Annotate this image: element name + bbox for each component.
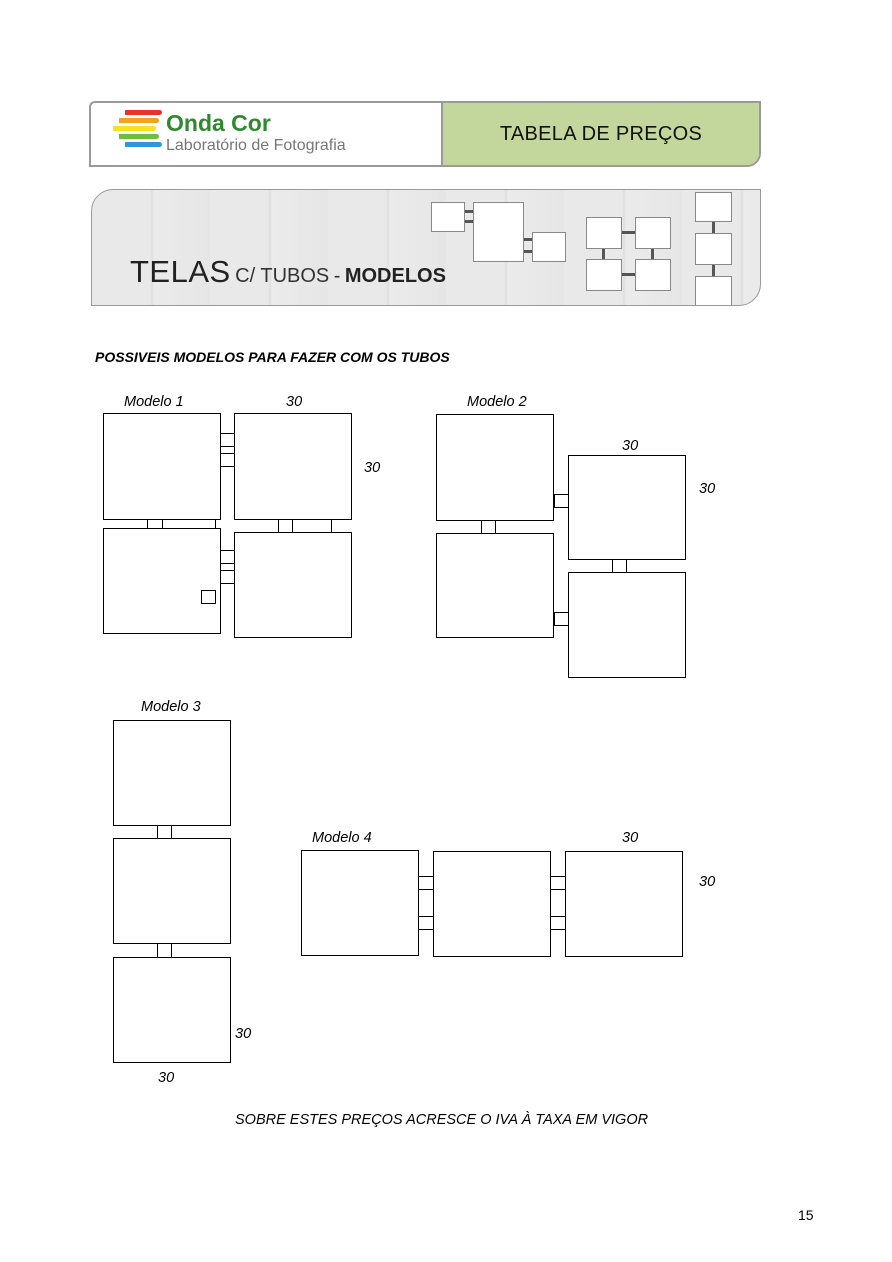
banner-box (695, 276, 732, 306)
logo-stripe-red (125, 110, 162, 115)
banner-box (431, 202, 465, 232)
logo-stripe-blue (125, 142, 162, 147)
banner-box (532, 232, 566, 262)
model-4-dim-top: 30 (622, 830, 639, 846)
header-title-box (441, 103, 759, 165)
banner-title-mid: C/ TUBOS (235, 265, 330, 287)
canvas-panel (103, 528, 221, 634)
model-3-label: Modelo 3 (141, 699, 201, 715)
model-2-dim-top: 30 (622, 438, 639, 454)
page-number: 15 (798, 1207, 814, 1223)
tube-edge-line (331, 519, 332, 533)
model-4-label: Modelo 4 (312, 830, 372, 846)
canvas-panel (113, 720, 231, 826)
tube-connector (157, 943, 172, 958)
model-2-label: Modelo 2 (467, 394, 527, 410)
logo-stripe-orange (119, 118, 159, 123)
model-1-label: Modelo 1 (124, 394, 184, 410)
banner-box (586, 259, 622, 291)
canvas-panel (234, 413, 352, 520)
tube-connector (550, 916, 566, 930)
banner-box (695, 192, 732, 222)
canvas-panel (568, 455, 686, 560)
tube-connector (481, 520, 496, 534)
logo-stripe-green (119, 134, 159, 139)
canvas-panel (568, 572, 686, 678)
tube-connector (220, 570, 235, 584)
canvas-panel (436, 533, 554, 638)
tube-connector (278, 519, 293, 533)
model-1-dim-side: 30 (364, 460, 381, 476)
banner-connector (602, 249, 605, 259)
banner-connector (524, 238, 532, 241)
canvas-panel (301, 850, 419, 956)
tube-connector (554, 612, 569, 626)
tube-connector (220, 453, 235, 467)
banner-title-main: TELAS (130, 254, 231, 289)
banner-connector (651, 249, 654, 259)
logo-name: Onda Cor (166, 110, 271, 136)
canvas-panel (103, 413, 221, 520)
tube-edge-line (215, 519, 216, 529)
banner-box (473, 202, 524, 262)
tube-connector (550, 876, 566, 890)
tube-connector (612, 559, 627, 573)
banner-connector (465, 220, 473, 223)
banner-box (695, 233, 732, 265)
banner-title-end: MODELOS (344, 265, 446, 287)
header-title: TABELA DE PREÇOS (499, 122, 703, 145)
banner-title-sep: - (333, 265, 341, 287)
logo-subtitle: Laboratório de Fotografia (166, 137, 346, 154)
banner-box (586, 217, 622, 249)
banner-box (635, 259, 671, 291)
banner-connector (712, 222, 715, 233)
tube-connector (418, 876, 434, 890)
section-banner (91, 189, 761, 306)
banner-connector (712, 265, 715, 276)
canvas-panel (113, 838, 231, 944)
canvas-panel (433, 851, 551, 957)
banner-connector (524, 250, 532, 253)
logo-stripe-yellow (113, 126, 156, 131)
page-header (89, 101, 761, 167)
canvas-panel (113, 957, 231, 1063)
tube-connector (554, 494, 569, 508)
model-2-dim-side: 30 (699, 481, 716, 497)
tube-connector (418, 916, 434, 930)
section-heading: POSSIVEIS MODELOS PARA FAZER COM OS TUBOS (95, 349, 450, 365)
canvas-panel (565, 851, 683, 957)
model-3-dim-side: 30 (235, 1026, 252, 1042)
logo-area (91, 103, 441, 165)
banner-connector (465, 210, 473, 213)
canvas-panel (234, 532, 352, 638)
banner-connector (622, 231, 635, 234)
tax-note: SOBRE ESTES PREÇOS ACRESCE O IVA À TAXA EM VIGOR (235, 1112, 649, 1128)
model-4-dim-side: 30 (699, 874, 716, 890)
tube-connector (157, 825, 172, 839)
tube-connector (220, 433, 235, 447)
banner-box (635, 217, 671, 249)
banner-title (130, 254, 446, 290)
tube-connector (220, 550, 235, 564)
banner-connector (622, 273, 635, 276)
tube-connector (147, 519, 163, 529)
canvas-panel (436, 414, 554, 521)
model-1-dim-top: 30 (286, 394, 303, 410)
model-3-dim-bottom: 30 (158, 1070, 175, 1086)
tube-connector (201, 590, 216, 604)
